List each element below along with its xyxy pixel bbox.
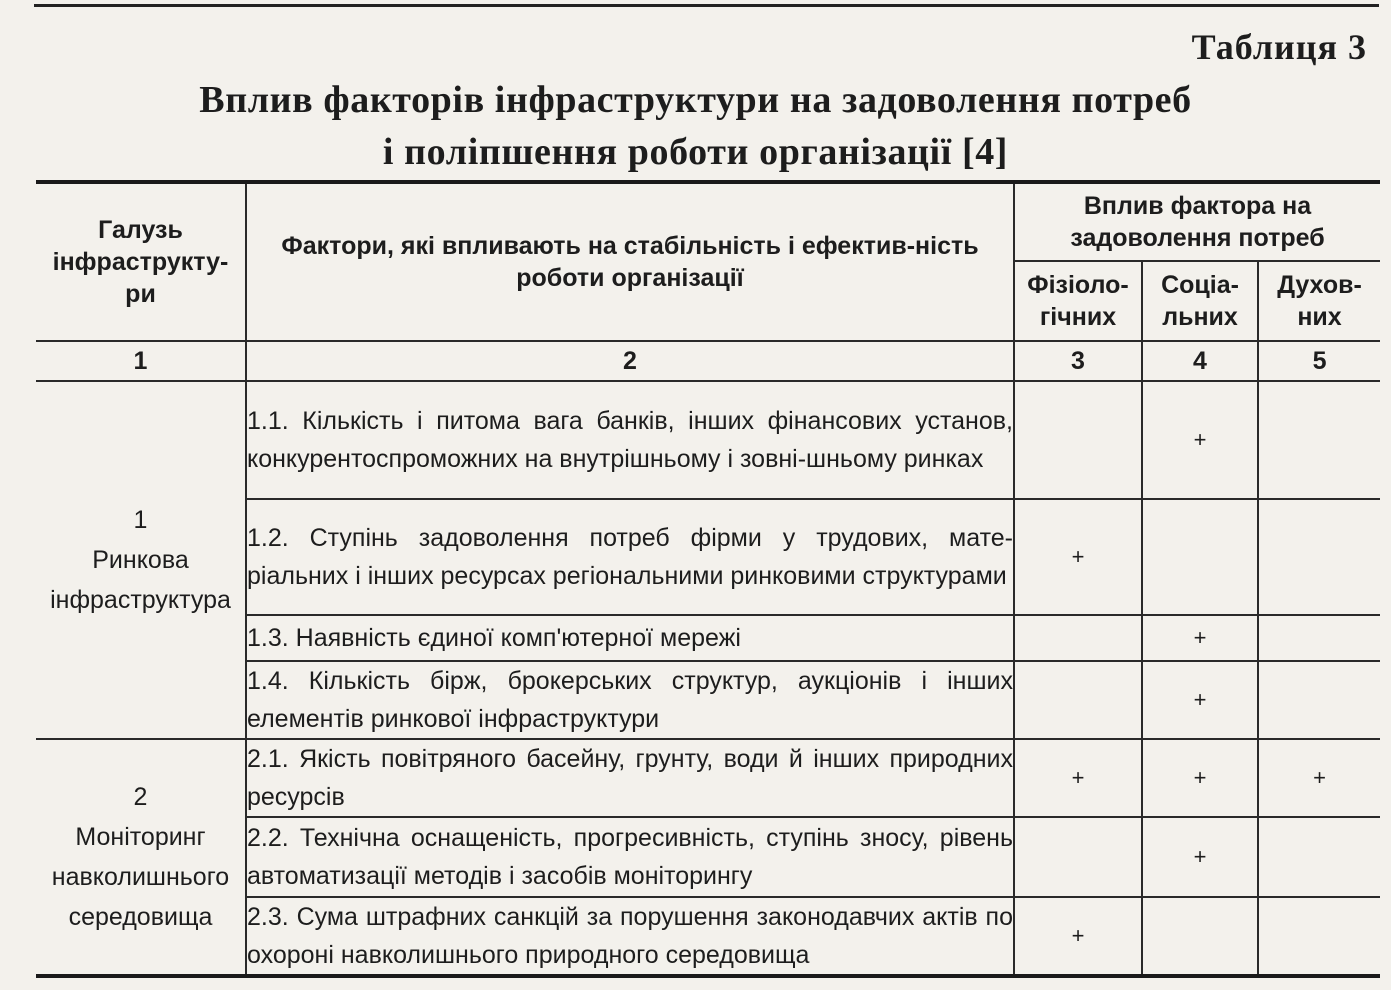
mark-social: + [1142, 817, 1258, 897]
branch-cell [36, 381, 246, 739]
table-number: Таблиця 3 [1191, 27, 1367, 67]
column-number: 5 [1258, 341, 1380, 381]
mark-spiritual [1258, 817, 1380, 897]
mark-spiritual: + [1258, 739, 1380, 817]
factor-text: 2.1. Якість повітряного басейну, грунту, води й інших природних ресурсів [246, 739, 1014, 817]
column-number: 4 [1142, 341, 1258, 381]
mark-social [1142, 897, 1258, 976]
mark-physiological [1014, 381, 1142, 499]
factor-text: 2.3. Сума штрафних санкцій за порушення законодавчих актів по охороні навколишнього природного середовища [246, 897, 1014, 976]
header-spiritual: Духов-них [1258, 261, 1380, 341]
mark-physiological: + [1014, 739, 1142, 817]
mark-social: + [1142, 661, 1258, 739]
branch-number: 2 [133, 783, 148, 811]
branch-name: Ринкова інфраструктура [50, 546, 231, 614]
mark-social: + [1142, 615, 1258, 661]
branch-name: Моніторинг навколишнього середовища [51, 823, 230, 931]
column-number: 3 [1014, 341, 1142, 381]
factor-text: 1.4. Кількість бірж, брокерських структур, аукціонів і інших елементів ринкової інфраструктури [246, 661, 1014, 739]
factor-text: 2.2. Технічна оснащеність, прогресивність, ступінь зносу, рівень автоматизації методів і засобів моніторингу [246, 817, 1014, 897]
mark-physiological: + [1014, 897, 1142, 976]
title-line-1: Вплив факторів інфраструктури на задоволення потреб [199, 79, 1192, 121]
top-rule [34, 4, 1379, 7]
branch-number: 1 [133, 506, 148, 534]
factor-text: 1.3. Наявність єдиної комп'ютерної мережі [246, 615, 1014, 661]
mark-social: + [1142, 381, 1258, 499]
infrastructure-table [36, 180, 1380, 978]
mark-social: + [1142, 739, 1258, 817]
table-row [36, 381, 1380, 499]
column-number-row [36, 341, 1380, 381]
mark-spiritual [1258, 897, 1380, 976]
mark-spiritual [1258, 499, 1380, 615]
factor-text: 1.1. Кількість і питома вага банків, інших фінансових установ, конкурентоспроможних на внутрішньому і зовні-шньому ринках [246, 381, 1014, 499]
mark-spiritual [1258, 381, 1380, 499]
mark-physiological [1014, 817, 1142, 897]
header-factors: Фактори, які впливають на стабільність і ефектив-ність роботи організації [246, 182, 1014, 341]
table-row [36, 739, 1380, 817]
factor-text: 1.2. Ступінь задоволення потреб фірми у трудових, мате-ріальних і інших ресурсах регіональними ринковими структурами [246, 499, 1014, 615]
mark-spiritual [1258, 661, 1380, 739]
header-physiological: Фізіоло-гічних [1014, 261, 1142, 341]
header-social: Соціа-льних [1142, 261, 1258, 341]
header-impact: Вплив фактора на задоволення потреб [1014, 182, 1380, 261]
mark-physiological [1014, 615, 1142, 661]
mark-physiological: + [1014, 499, 1142, 615]
table-title [60, 74, 1331, 178]
header-branch: Галузь інфраструкту-ри [36, 182, 246, 341]
mark-spiritual [1258, 615, 1380, 661]
title-line-2: і поліпшення роботи організації [4] [382, 131, 1009, 173]
branch-cell [36, 739, 246, 976]
mark-physiological [1014, 661, 1142, 739]
mark-social [1142, 499, 1258, 615]
column-number: 2 [246, 341, 1014, 381]
column-number: 1 [36, 341, 246, 381]
